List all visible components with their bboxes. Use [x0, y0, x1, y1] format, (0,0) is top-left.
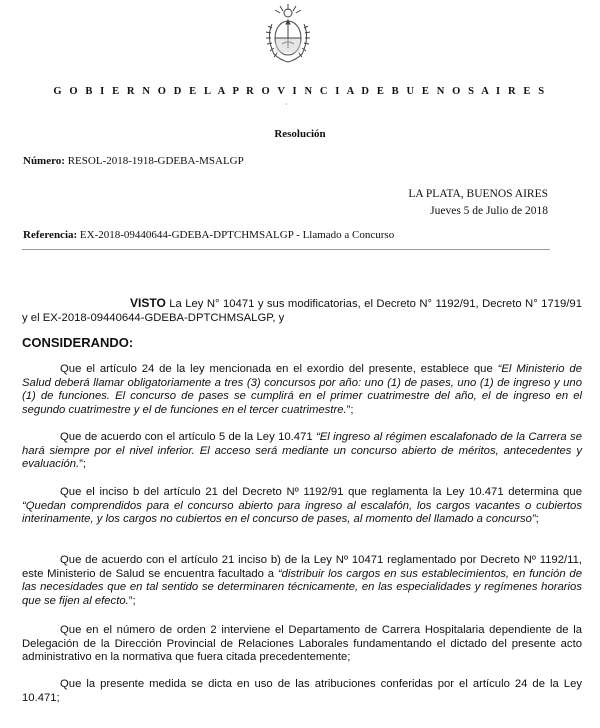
- reference-value: EX-2018-09440644-GDEBA-DPTCHMSALGP - Llamado a Concurso: [79, 229, 395, 241]
- considerando-paragraph-2: [22, 431, 582, 472]
- reference-label: Referencia:: [23, 229, 78, 241]
- document-number: [23, 155, 244, 167]
- considerando-paragraph-1: [22, 363, 582, 417]
- considerando-paragraph-5: [22, 624, 582, 665]
- government-title: G O B I E R N O D E L A P R O V I N C I A D E B U E N O S A I R E S: [53, 86, 547, 97]
- p1-text: Que el artículo 24 de la ley mencionada en el exordio del presente, establece que: [60, 363, 498, 375]
- p2-text: Que de acuerdo con el artículo 5 de la Ley 10.471: [60, 431, 316, 443]
- place-date-block: [408, 186, 548, 220]
- p6-text: Que la presente medida se dicta en uso de las atribuciones conferidas por el artículo 24 de la Ley 10.471;: [22, 678, 582, 704]
- p3-text: Que el inciso b del artículo 21 del Decreto Nº 1192/91 que reglamenta la Ley 10.471 determina que: [60, 486, 582, 498]
- considerando-paragraph-3: [22, 486, 582, 527]
- p1-quote: “El Ministerio de Salud deberá llamar obligatoriamente a tres (3) concursos por año: uno (1) de pases, uno (1) de ingreso y uno (1) de funciones. El concurso de pases se cumplirá en el primer cuatrimestre del año, el de ingreso en el segundo cuatrimestre y el de funciones en el tercer cuatrimestre.: [22, 363, 582, 416]
- divider: [22, 249, 550, 250]
- p1-end: ”;: [346, 403, 354, 416]
- considerando-paragraph-6: [22, 678, 582, 705]
- document-type: Resolución: [274, 128, 326, 140]
- visto-text: La Ley N° 10471 y sus modificatorias, el Decreto N° 1192/91, Decreto N° 1719/91 y el EX-2018-09440644-GDEBA-DPTCHMSALGP, y: [22, 298, 582, 324]
- place: LA PLATA, BUENOS AIRES: [408, 188, 548, 200]
- p3-end: ;: [535, 513, 539, 526]
- visto-paragraph: [22, 297, 582, 325]
- p4-end: ”;: [128, 594, 136, 607]
- coat-of-arms-icon: [262, 2, 314, 64]
- p4-quote: “distribuir los cargos en sus establecimientos, en función de las necesidades que en tal sentido se determinaren técnicamente, en las especialidades y regímenes horarios que se fijen al efecto.: [22, 567, 582, 607]
- p2-quote: “El ingreso al régimen escalafonado de la Carrera se hará siempre por el nivel inferior. El acceso será mediante un concurso abierto de méritos, antecedentes y evaluación.: [22, 431, 582, 471]
- date: Jueves 5 de Julio de 2018: [430, 205, 548, 217]
- considerando-paragraph-4: [22, 554, 582, 608]
- document-reference: [23, 229, 394, 241]
- visto-word: VISTO: [130, 296, 166, 310]
- number-value: RESOL-2018-1918-GDEBA-MSALGP: [67, 155, 244, 167]
- p4-text: Que de acuerdo con el artículo 21 inciso b) de la Ley Nº 10471 reglamentado por Decreto Nº 1192/11, este Ministerio de Salud se encuentra facultado a: [22, 554, 582, 580]
- number-label: Número:: [23, 155, 65, 167]
- p5-text: Que en el número de orden 2 interviene el Departamento de Carrera Hospitalaria dependiente de la Delegación de la Dirección Provincial de Relaciones Laborales fundamentando el dictado del presente acto administrativo en la normativa que fuera citada precedentemente;: [22, 624, 582, 664]
- considerando-heading: CONSIDERANDO:: [22, 335, 134, 350]
- p3-quote: “Quedan comprendidos para el concurso abierto para ingreso al escalafón, los cargos vacantes o cubiertos interinamente, y los cargos no cubiertos en el concurso de pases, al momento del llamado a concurso”: [22, 499, 582, 526]
- p2-end: ”;: [79, 458, 87, 471]
- decorative-dot: ·: [285, 100, 288, 109]
